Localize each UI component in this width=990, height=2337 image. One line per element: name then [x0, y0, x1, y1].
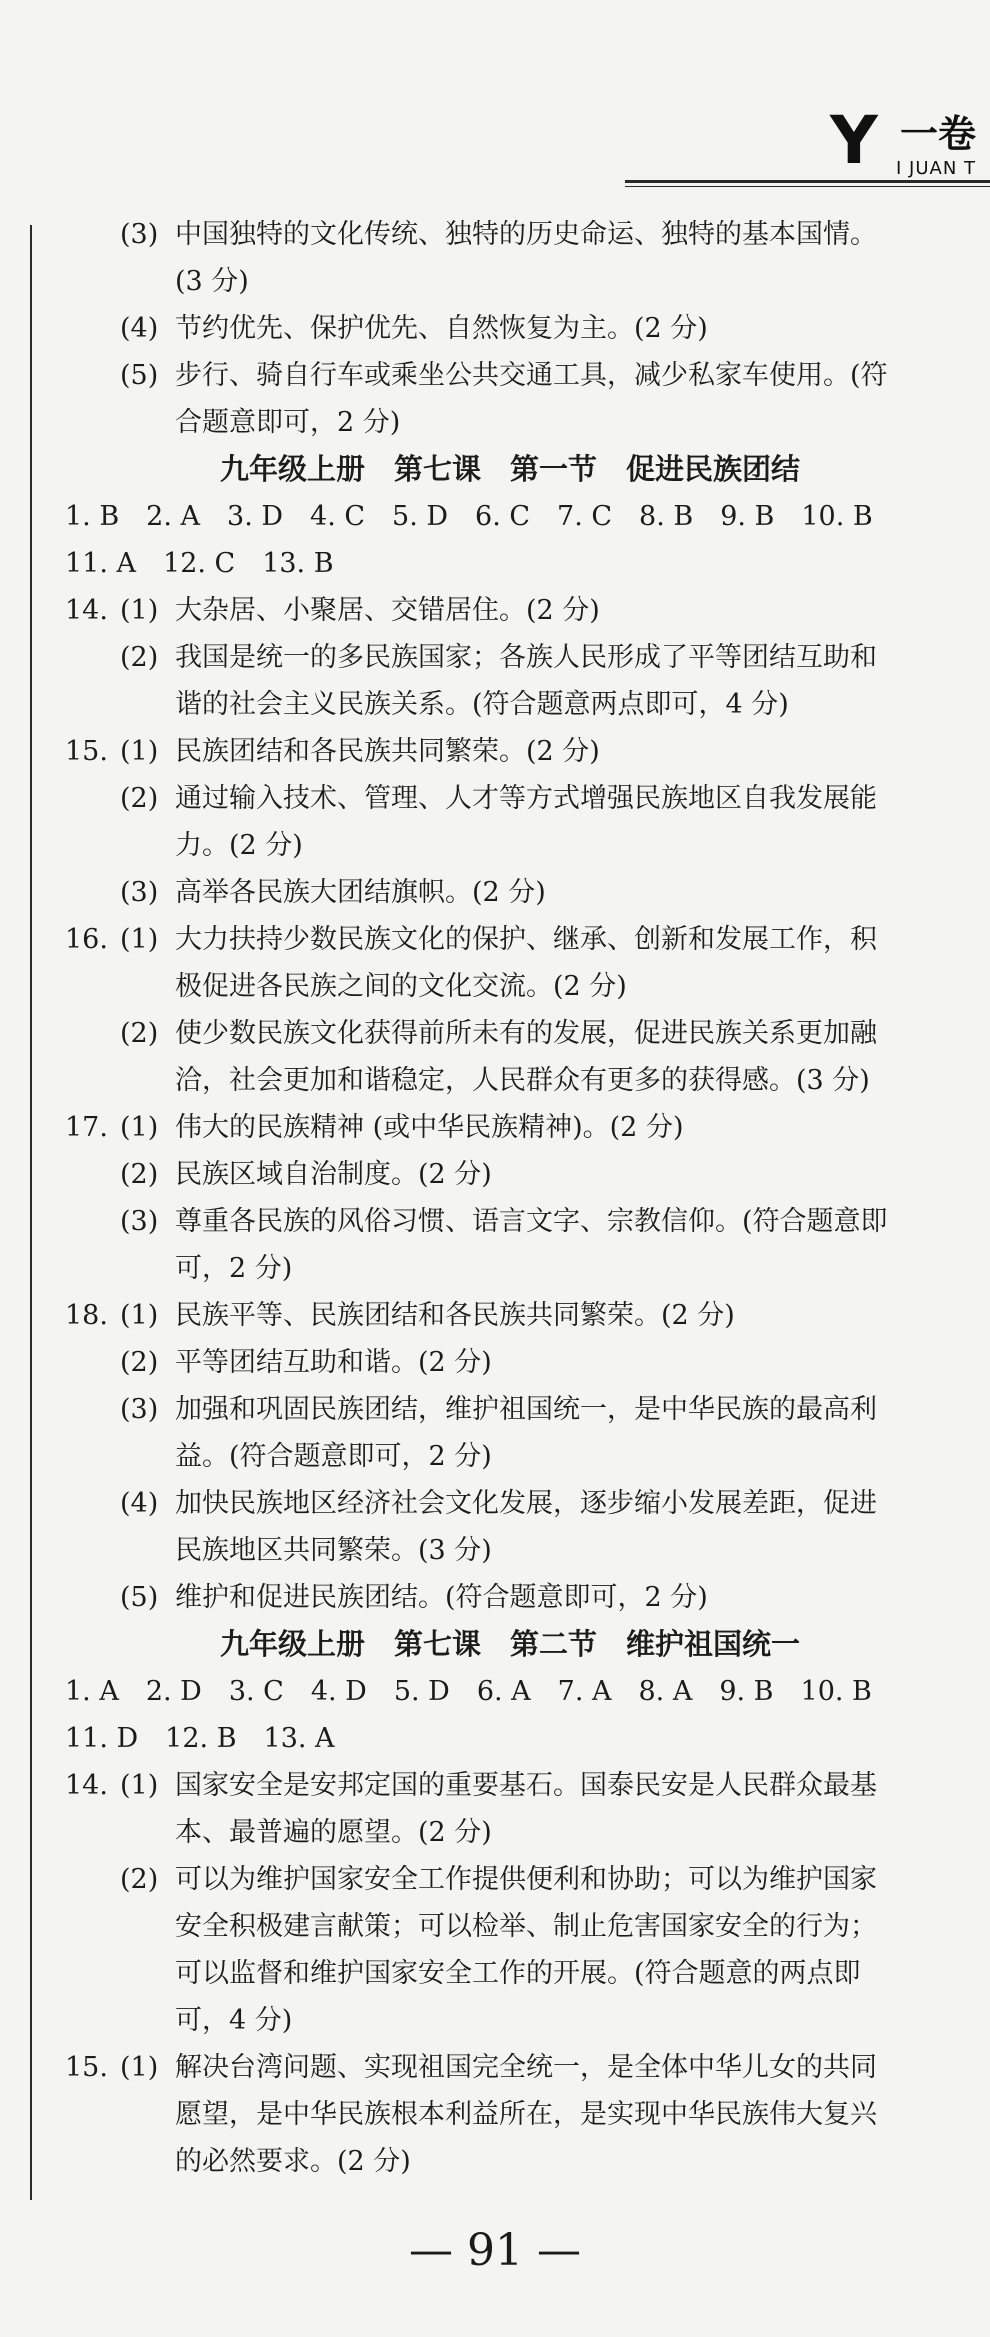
- answer-choices: 1. A 2. D 3. C 4. D 5. D 6. A 7. A 8. A 9. B 10. B: [65, 1676, 872, 1707]
- answer-line: [65, 916, 955, 963]
- answer-line: [65, 1151, 955, 1198]
- question-number: 15.: [65, 736, 108, 767]
- left-margin-rule: [30, 225, 32, 2200]
- answer-text: 力。(2 分): [175, 830, 303, 861]
- answer-line: [65, 1104, 955, 1151]
- answer-text: 大杂居、小聚居、交错居住。(2 分): [175, 595, 600, 626]
- answer-line: [65, 1386, 955, 1433]
- brand-logo-letter: Y: [830, 102, 878, 179]
- sub-question-number: (1): [120, 736, 159, 767]
- answer-choices: 11. A 12. C 13. B: [65, 548, 334, 579]
- answer-text: 步行、骑自行车或乘坐公共交通工具，减少私家车使用。(符: [175, 360, 888, 391]
- sub-question-number: (2): [120, 1159, 159, 1190]
- answer-text: 加快民族地区经济社会文化发展，逐步缩小发展差距，促进: [175, 1488, 877, 1519]
- answer-text: 可，4 分): [175, 2005, 293, 2036]
- sub-question-number: (2): [120, 642, 159, 673]
- answer-line: [65, 1057, 955, 1104]
- answer-text: 的必然要求。(2 分): [175, 2146, 411, 2177]
- answer-text: 安全积极建言献策；可以检举、制止危害国家安全的行为；: [175, 1911, 877, 1942]
- answer-line: [65, 2044, 955, 2091]
- answer-line: [65, 1668, 955, 1715]
- sub-question-number: (1): [120, 1112, 159, 1143]
- answer-line: [65, 1292, 955, 1339]
- answer-text: 谐的社会主义民族关系。(符合题意两点即可，4 分): [175, 689, 789, 720]
- answer-text: 中国独特的文化传统、独特的历史命运、独特的基本国情。: [175, 219, 877, 250]
- answer-text: 加强和巩固民族团结，维护祖国统一，是中华民族的最高利: [175, 1394, 877, 1425]
- answer-text: 可以为维护国家安全工作提供便利和协助；可以为维护国家: [175, 1864, 877, 1895]
- answer-text: 使少数民族文化获得前所未有的发展，促进民族关系更加融: [175, 1018, 877, 1049]
- answer-line: [65, 587, 955, 634]
- sub-question-number: (1): [120, 924, 159, 955]
- answer-text: 国家安全是安邦定国的重要基石。国泰民安是人民群众最基: [175, 1770, 877, 1801]
- sub-question-number: (1): [120, 1300, 159, 1331]
- answer-text: 伟大的民族精神 (或中华民族精神)。(2 分): [175, 1112, 684, 1143]
- section-heading-text: 九年级上册 第七课 第二节 维护祖国统一: [219, 1627, 800, 1661]
- answer-line: [65, 869, 955, 916]
- sub-question-number: (1): [120, 595, 159, 626]
- section-heading: [65, 1621, 955, 1668]
- answer-text: 可，2 分): [175, 1253, 293, 1284]
- sub-question-number: (2): [120, 1018, 159, 1049]
- answer-text: 维护和促进民族团结。(符合题意即可，2 分): [175, 1582, 708, 1613]
- answer-line: [65, 1245, 955, 1292]
- sub-question-number: (4): [120, 1488, 159, 1519]
- sub-question-number: (3): [120, 1394, 159, 1425]
- sub-question-number: (1): [120, 1770, 159, 1801]
- sub-question-number: (2): [120, 1864, 159, 1895]
- header-rule-thin: [625, 186, 990, 187]
- sub-question-number: (1): [120, 2052, 159, 2083]
- brand-title: 一卷: [900, 112, 977, 156]
- sub-question-number: (5): [120, 360, 159, 391]
- answer-text: 解决台湾问题、实现祖国完全统一，是全体中华儿女的共同: [175, 2052, 877, 2083]
- answer-text: 通过输入技术、管理、人才等方式增强民族地区自我发展能: [175, 783, 877, 814]
- answer-line: [65, 634, 955, 681]
- answer-line: [65, 305, 955, 352]
- answer-text: 民族平等、民族团结和各民族共同繁荣。(2 分): [175, 1300, 735, 1331]
- brand-logo: [830, 102, 990, 188]
- sub-question-number: (5): [120, 1582, 159, 1613]
- sub-question-number: (3): [120, 877, 159, 908]
- question-number: 15.: [65, 2052, 108, 2083]
- answer-line: [65, 2091, 955, 2138]
- answer-text: 愿望，是中华民族根本利益所在，是实现中华民族伟大复兴: [175, 2099, 877, 2130]
- answer-line: [65, 1856, 955, 1903]
- answer-text: 益。(符合题意即可，2 分): [175, 1441, 492, 1472]
- section-heading-text: 九年级上册 第七课 第一节 促进民族团结: [219, 452, 800, 486]
- answer-line: [65, 540, 955, 587]
- answer-line: [65, 728, 955, 775]
- answer-text: 本、最普遍的愿望。(2 分): [175, 1817, 492, 1848]
- answer-line: [65, 1903, 955, 1950]
- sub-question-number: (2): [120, 1347, 159, 1378]
- answer-text: (3 分): [175, 266, 249, 297]
- answer-line: [65, 211, 955, 258]
- answer-line: [65, 1715, 955, 1762]
- answer-line: [65, 1010, 955, 1057]
- answer-line: [65, 493, 955, 540]
- answer-text: 高举各民族大团结旗帜。(2 分): [175, 877, 546, 908]
- answer-line: [65, 1339, 955, 1386]
- answer-line: [65, 2138, 955, 2185]
- question-number: 18.: [65, 1300, 108, 1331]
- answer-line: [65, 681, 955, 728]
- answer-text: 大力扶持少数民族文化的保护、继承、创新和发展工作，积: [175, 924, 877, 955]
- sub-question-number: (2): [120, 783, 159, 814]
- section-heading: [65, 446, 955, 493]
- sub-question-number: (3): [120, 1206, 159, 1237]
- answer-text: 合题意即可，2 分): [175, 407, 401, 438]
- answer-line: [65, 1762, 955, 1809]
- answer-text: 民族区域自治制度。(2 分): [175, 1159, 492, 1190]
- answer-line: [65, 963, 955, 1010]
- answer-line: [65, 1809, 955, 1856]
- answer-content: [65, 211, 955, 2185]
- answer-choices: 1. B 2. A 3. D 4. C 5. D 6. C 7. C 8. B 9. B 10. B: [65, 501, 873, 532]
- answer-line: [65, 1433, 955, 1480]
- answer-line: [65, 822, 955, 869]
- answer-text: 我国是统一的多民族国家；各族人民形成了平等团结互助和: [175, 642, 877, 673]
- answer-text: 节约优先、保护优先、自然恢复为主。(2 分): [175, 313, 708, 344]
- question-number: 17.: [65, 1112, 108, 1143]
- page-number: — 91 —: [409, 2225, 581, 2276]
- answer-line: [65, 352, 955, 399]
- question-number: 16.: [65, 924, 108, 955]
- answer-line: [65, 1950, 955, 1997]
- answer-text: 可以监督和维护国家安全工作的开展。(符合题意的两点即: [175, 1958, 861, 1989]
- answer-text: 民族团结和各民族共同繁荣。(2 分): [175, 736, 600, 767]
- answer-line: [65, 1527, 955, 1574]
- answer-line: [65, 1997, 955, 2044]
- sub-question-number: (4): [120, 313, 159, 344]
- answer-text: 民族地区共同繁荣。(3 分): [175, 1535, 492, 1566]
- answer-line: [65, 399, 955, 446]
- answer-line: [65, 775, 955, 822]
- answer-choices: 11. D 12. B 13. A: [65, 1723, 335, 1754]
- brand-subtitle: I JUAN T: [896, 158, 977, 179]
- sub-question-number: (3): [120, 219, 159, 250]
- answer-text: 尊重各民族的风俗习惯、语言文字、宗教信仰。(符合题意即: [175, 1206, 888, 1237]
- answer-text: 极促进各民族之间的文化交流。(2 分): [175, 971, 627, 1002]
- question-number: 14.: [65, 1770, 108, 1801]
- question-number: 14.: [65, 595, 108, 626]
- answer-line: [65, 1198, 955, 1245]
- header-rule: [625, 180, 990, 183]
- answer-line: [65, 1574, 955, 1621]
- answer-line: [65, 1480, 955, 1527]
- answer-text: 洽，社会更加和谐稳定，人民群众有更多的获得感。(3 分): [175, 1065, 870, 1096]
- answer-text: 平等团结互助和谐。(2 分): [175, 1347, 492, 1378]
- answer-line: [65, 258, 955, 305]
